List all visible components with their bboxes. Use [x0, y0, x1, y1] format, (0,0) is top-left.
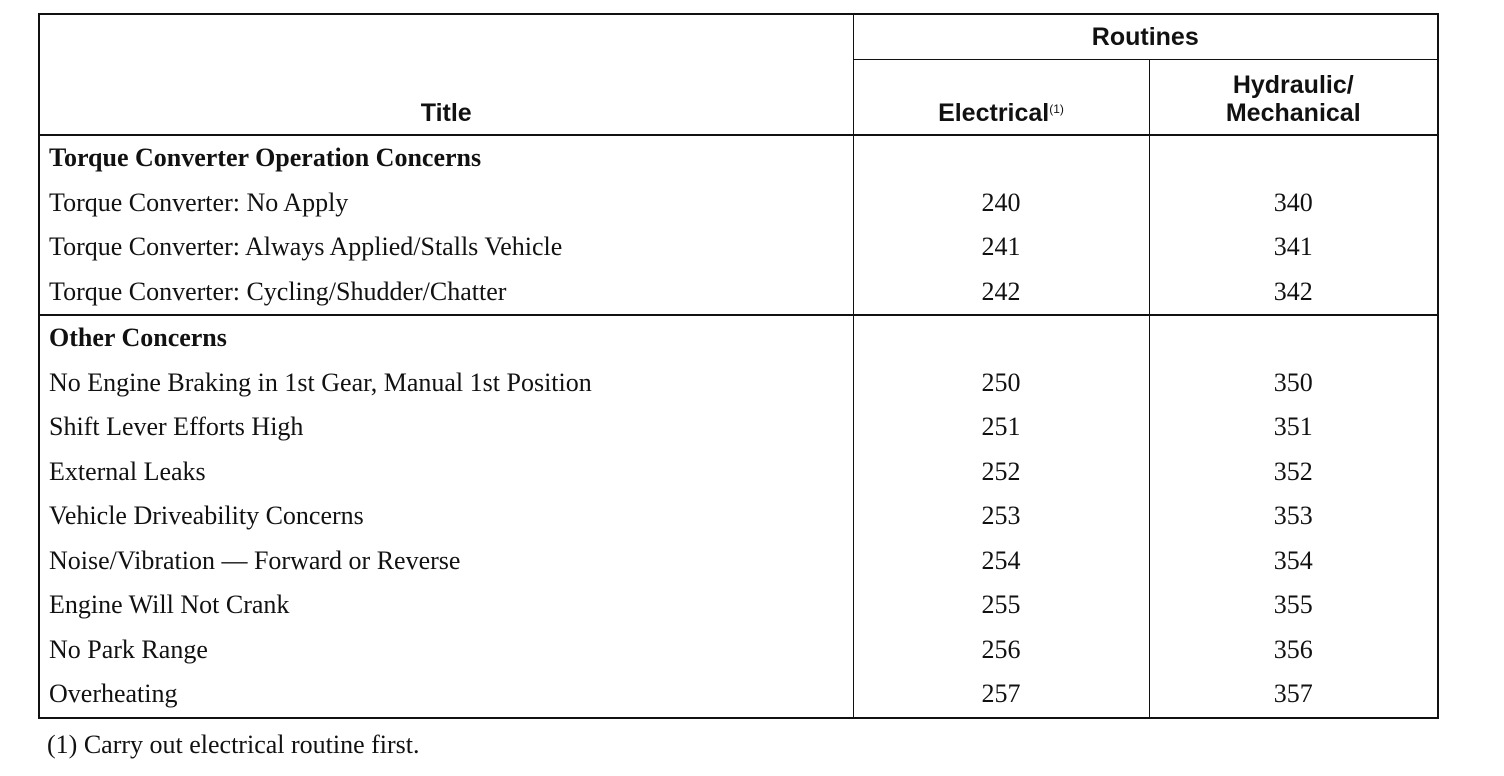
- footnote-reference: (1): [1049, 102, 1064, 116]
- hydraulic-routine: 340: [1273, 187, 1313, 217]
- row-title: No Engine Braking in 1st Gear, Manual 1st Position: [39, 361, 853, 406]
- row-title: Engine Will Not Crank: [39, 583, 853, 628]
- row-title: External Leaks: [39, 450, 853, 495]
- footnote: (1) Carry out electrical routine first.: [47, 730, 420, 759]
- electrical-routine: 253: [853, 494, 1149, 539]
- table-row: [39, 628, 1438, 673]
- table-row: [39, 672, 1438, 718]
- electrical-routine: 252: [853, 450, 1149, 495]
- header-title: Title: [39, 14, 853, 135]
- empty-cell: [1149, 135, 1438, 181]
- row-title: Torque Converter: Cycling/Shudder/Chatter: [39, 270, 853, 316]
- section-heading-row: [39, 315, 1438, 361]
- row-title: Shift Lever Efforts High: [39, 405, 853, 450]
- hydraulic-routine: 351: [1273, 412, 1313, 442]
- electrical-routine: 242: [853, 270, 1149, 316]
- row-title: Torque Converter: Always Applied/Stalls Vehicle: [39, 225, 853, 270]
- routines-table: [38, 13, 1439, 719]
- electrical-routine: 241: [853, 225, 1149, 270]
- row-title: Noise/Vibration — Forward or Reverse: [39, 539, 853, 584]
- header-hydraulic-mechanical: [1149, 60, 1438, 135]
- hydraulic-routine: 350: [1273, 367, 1313, 397]
- table-row: [39, 181, 1438, 226]
- hydraulic-routine: 352: [1273, 456, 1313, 486]
- electrical-routine: 250: [853, 361, 1149, 406]
- table-row: [39, 270, 1438, 316]
- hydraulic-routine: 341: [1273, 232, 1313, 262]
- section-heading-row: [39, 135, 1438, 181]
- row-title: Overheating: [39, 672, 853, 718]
- header-hydraulic-line2: Mechanical: [1225, 99, 1361, 127]
- hydraulic-routine: 357: [1273, 679, 1313, 709]
- hydraulic-routine: 342: [1149, 270, 1438, 316]
- hydraulic-routine: 355: [1273, 590, 1313, 620]
- table-row: [39, 405, 1438, 450]
- header-electrical-label: Electrical: [938, 99, 1050, 127]
- routines-table-container: [38, 13, 1437, 719]
- table-row: [39, 494, 1438, 539]
- table-row: [39, 225, 1438, 270]
- table-row: [39, 583, 1438, 628]
- header-hydraulic-line1: Hydraulic/: [1232, 71, 1354, 99]
- empty-cell: [853, 135, 1149, 181]
- electrical-routine: 257: [853, 672, 1149, 718]
- row-title: Vehicle Driveability Concerns: [39, 494, 853, 539]
- electrical-routine: 255: [853, 583, 1149, 628]
- electrical-routine: 256: [853, 628, 1149, 673]
- row-title: No Park Range: [39, 628, 853, 673]
- electrical-routine: 251: [853, 405, 1149, 450]
- table-row: [39, 450, 1438, 495]
- hydraulic-routine: 356: [1273, 634, 1313, 664]
- empty-cell: [1149, 315, 1438, 361]
- hydraulic-routine: 354: [1273, 545, 1313, 575]
- electrical-routine: 254: [853, 539, 1149, 584]
- table-body: [39, 135, 1438, 718]
- row-title: Torque Converter: No Apply: [39, 181, 853, 226]
- empty-cell: [853, 315, 1149, 361]
- section-heading: Other Concerns: [39, 315, 853, 361]
- header-routines: Routines: [853, 14, 1438, 60]
- header-electrical: [853, 60, 1149, 135]
- hydraulic-routine: 353: [1273, 501, 1313, 531]
- electrical-routine: 240: [853, 181, 1149, 226]
- table-row: [39, 361, 1438, 406]
- table-row: [39, 539, 1438, 584]
- section-heading: Torque Converter Operation Concerns: [39, 135, 853, 181]
